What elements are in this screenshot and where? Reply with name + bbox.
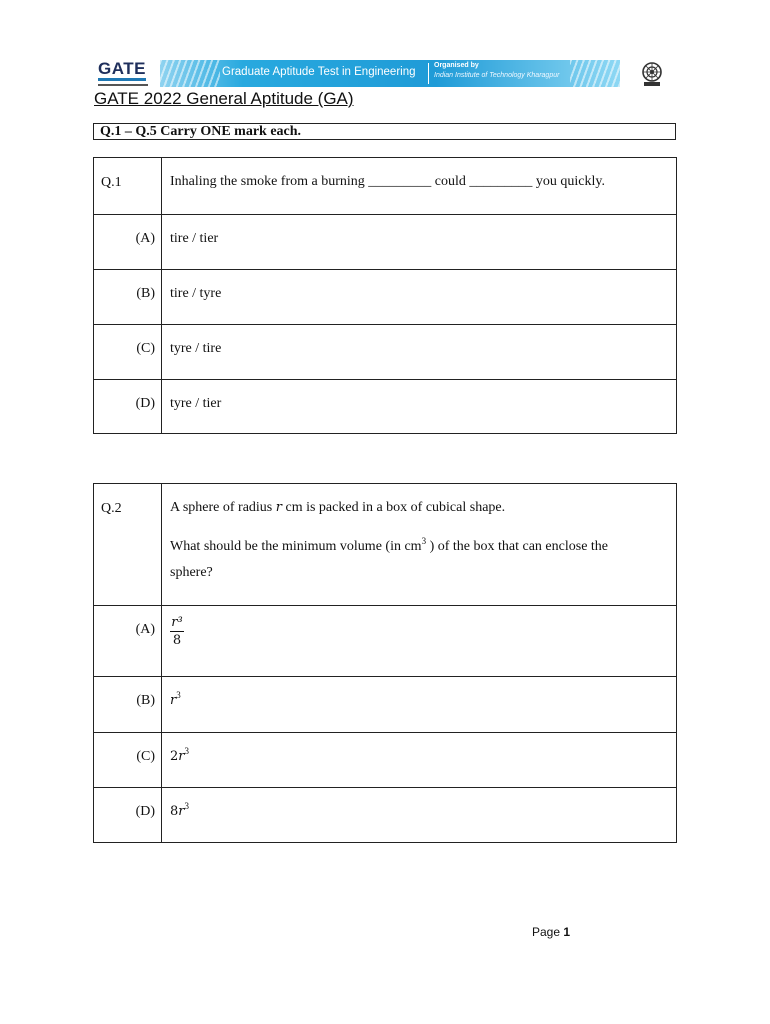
organizer-name: Indian Institute of Technology Kharagpur	[434, 72, 560, 79]
fraction-expression	[170, 615, 184, 648]
logo-underline	[98, 78, 146, 81]
option-label: (A)	[135, 231, 155, 246]
option-text: tire / tier	[170, 231, 219, 246]
document-title: GATE 2022 General Aptitude (GA)	[94, 89, 354, 108]
option-row	[94, 605, 676, 676]
question-row	[94, 484, 676, 605]
section-label: Q.1 – Q.5 Carry ONE mark each.	[100, 124, 302, 139]
logo-text: GATE	[98, 59, 146, 78]
iit-emblem-icon	[640, 61, 664, 87]
option-label: (B)	[136, 693, 155, 708]
option-text: tire / tyre	[170, 286, 222, 301]
option-label: (B)	[136, 286, 155, 301]
fraction-denominator: 8	[172, 633, 182, 648]
option-text: tyre / tier	[170, 396, 222, 411]
page-number: Page 1	[532, 925, 571, 939]
header-banner	[94, 58, 678, 90]
option-label: (C)	[136, 341, 155, 356]
question-line-3: sphere?	[170, 565, 213, 580]
option-row	[94, 732, 676, 787]
banner-divider	[428, 63, 429, 84]
question-line-1: A sphere of radius r cm is packed in a box of cubical shape.	[170, 500, 506, 515]
option-text: tyre / tire	[170, 341, 222, 356]
logo-tagline	[98, 84, 148, 86]
option-row	[94, 787, 676, 842]
option-label: (A)	[135, 622, 155, 637]
option-label: (C)	[136, 749, 155, 764]
option-row	[94, 379, 676, 433]
question-number: Q.1	[101, 175, 122, 190]
banner-title: Graduate Aptitude Test in Engineering	[222, 66, 416, 78]
option-label: (D)	[135, 804, 155, 819]
question-1-table	[93, 157, 677, 434]
option-row	[94, 269, 676, 324]
gate-logo	[94, 58, 154, 90]
option-row	[94, 324, 676, 379]
option-row	[94, 214, 676, 269]
question-number: Q.2	[101, 501, 122, 516]
question-line-2: What should be the minimum volume (in $cm^3$ ) of the box that can enclose the	[170, 536, 609, 554]
option-label: (D)	[135, 396, 155, 411]
math-variable: r	[275, 500, 282, 515]
fraction-numerator: r³	[171, 615, 183, 630]
organizer-label: Organised by	[434, 62, 479, 69]
question-2-table	[93, 483, 677, 843]
option-row	[94, 676, 676, 732]
math-expression: $r^3$	[170, 690, 181, 708]
section-header	[93, 123, 676, 140]
math-expression: $8r^3$	[170, 801, 189, 819]
math-expression: $2r^3$	[170, 746, 189, 764]
question-text: Inhaling the smoke from a burning _________ could _________ you quickly.	[170, 174, 605, 189]
question-row	[94, 158, 676, 214]
